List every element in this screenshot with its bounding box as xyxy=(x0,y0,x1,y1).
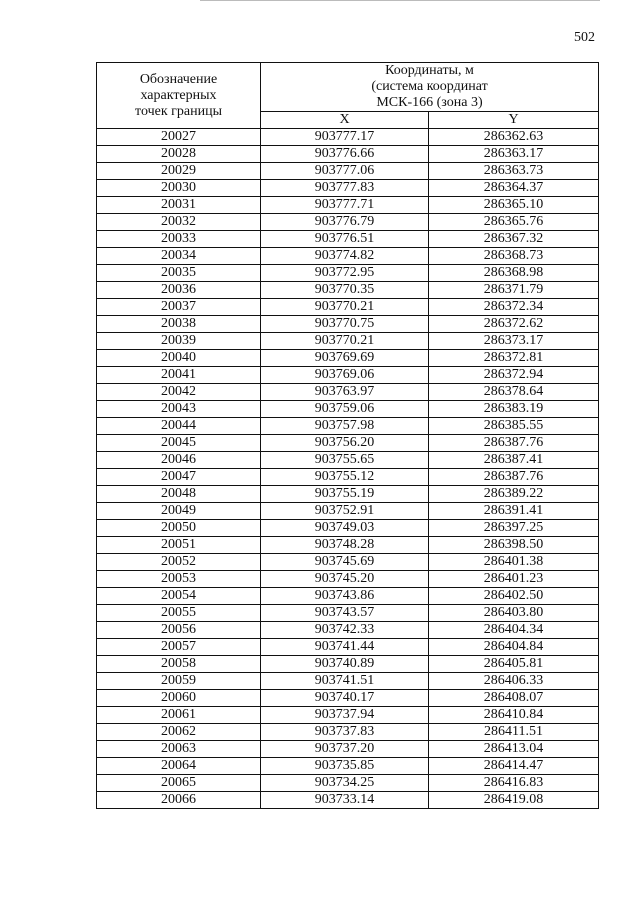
table-row xyxy=(97,146,599,163)
y-coordinate-cell: 286364.37 xyxy=(429,180,599,197)
point-id-cell: 20032 xyxy=(97,214,261,231)
point-id-cell: 20055 xyxy=(97,605,261,622)
point-id-cell: 20049 xyxy=(97,503,261,520)
x-coordinate-cell: 903777.06 xyxy=(261,163,429,180)
point-id-cell: 20050 xyxy=(97,520,261,537)
point-id-cell: 20037 xyxy=(97,299,261,316)
table-row xyxy=(97,231,599,248)
x-coordinate-cell: 903772.95 xyxy=(261,265,429,282)
point-id-cell: 20061 xyxy=(97,707,261,724)
table-row xyxy=(97,571,599,588)
y-coordinate-cell: 286371.79 xyxy=(429,282,599,299)
x-coordinate-cell: 903752.91 xyxy=(261,503,429,520)
point-id-cell: 20034 xyxy=(97,248,261,265)
x-coordinate-cell: 903777.83 xyxy=(261,180,429,197)
point-id-cell: 20066 xyxy=(97,792,261,809)
y-coordinate-cell: 286387.76 xyxy=(429,435,599,452)
table-row xyxy=(97,384,599,401)
table-row xyxy=(97,622,599,639)
table-row xyxy=(97,554,599,571)
y-coordinate-cell: 286387.41 xyxy=(429,452,599,469)
y-coordinate-cell: 286397.25 xyxy=(429,520,599,537)
y-coordinate-cell: 286372.81 xyxy=(429,350,599,367)
point-id-cell: 20045 xyxy=(97,435,261,452)
table-row xyxy=(97,401,599,418)
x-coordinate-cell: 903737.83 xyxy=(261,724,429,741)
x-coordinate-cell: 903759.06 xyxy=(261,401,429,418)
table-row xyxy=(97,452,599,469)
point-id-cell: 20039 xyxy=(97,333,261,350)
x-coordinate-cell: 903770.21 xyxy=(261,333,429,350)
y-coordinate-cell: 286372.94 xyxy=(429,367,599,384)
point-id-cell: 20046 xyxy=(97,452,261,469)
table-row xyxy=(97,163,599,180)
y-coordinate-cell: 286365.10 xyxy=(429,197,599,214)
point-id-cell: 20031 xyxy=(97,197,261,214)
point-id-cell: 20043 xyxy=(97,401,261,418)
x-coordinate-cell: 903770.21 xyxy=(261,299,429,316)
table-row xyxy=(97,469,599,486)
header-line: МСК-166 (зона 3) xyxy=(376,95,483,110)
x-coordinate-cell: 903756.20 xyxy=(261,435,429,452)
y-coordinate-cell: 286391.41 xyxy=(429,503,599,520)
y-coordinate-cell: 286365.76 xyxy=(429,214,599,231)
y-coordinate-cell: 286402.50 xyxy=(429,588,599,605)
point-id-cell: 20052 xyxy=(97,554,261,571)
x-coordinate-cell: 903741.44 xyxy=(261,639,429,656)
table-row xyxy=(97,486,599,503)
x-coordinate-cell: 903748.28 xyxy=(261,537,429,554)
table-row xyxy=(97,435,599,452)
table-row xyxy=(97,333,599,350)
coordinates-header xyxy=(261,63,599,112)
x-column-header: X xyxy=(261,112,429,129)
point-id-cell: 20038 xyxy=(97,316,261,333)
y-coordinate-cell: 286401.23 xyxy=(429,571,599,588)
point-id-cell: 20029 xyxy=(97,163,261,180)
y-column-header: Y xyxy=(429,112,599,129)
point-id-cell: 20035 xyxy=(97,265,261,282)
x-coordinate-cell: 903742.33 xyxy=(261,622,429,639)
header-line: (система координат xyxy=(371,79,488,94)
x-coordinate-cell: 903757.98 xyxy=(261,418,429,435)
point-id-cell: 20054 xyxy=(97,588,261,605)
point-id-cell: 20042 xyxy=(97,384,261,401)
point-id-cell: 20057 xyxy=(97,639,261,656)
table-row xyxy=(97,248,599,265)
point-id-cell: 20053 xyxy=(97,571,261,588)
table-row xyxy=(97,180,599,197)
point-id-cell: 20056 xyxy=(97,622,261,639)
x-coordinate-cell: 903745.20 xyxy=(261,571,429,588)
table-row xyxy=(97,605,599,622)
x-coordinate-cell: 903737.94 xyxy=(261,707,429,724)
table-row xyxy=(97,350,599,367)
point-id-cell: 20062 xyxy=(97,724,261,741)
y-coordinate-cell: 286411.51 xyxy=(429,724,599,741)
point-id-cell: 20041 xyxy=(97,367,261,384)
table-row xyxy=(97,299,599,316)
y-coordinate-cell: 286413.04 xyxy=(429,741,599,758)
point-id-cell: 20048 xyxy=(97,486,261,503)
x-coordinate-cell: 903763.97 xyxy=(261,384,429,401)
x-coordinate-cell: 903770.35 xyxy=(261,282,429,299)
x-coordinate-cell: 903776.51 xyxy=(261,231,429,248)
point-id-cell: 20064 xyxy=(97,758,261,775)
table-row xyxy=(97,639,599,656)
x-coordinate-cell: 903743.57 xyxy=(261,605,429,622)
point-id-cell: 20065 xyxy=(97,775,261,792)
table-row xyxy=(97,520,599,537)
x-coordinate-cell: 903755.12 xyxy=(261,469,429,486)
x-coordinate-cell: 903735.85 xyxy=(261,758,429,775)
header-line: Обозначение xyxy=(139,71,218,87)
y-coordinate-cell: 286367.32 xyxy=(429,231,599,248)
point-id-cell: 20030 xyxy=(97,180,261,197)
table-body xyxy=(97,129,599,809)
page-number: 502 xyxy=(574,30,595,45)
x-coordinate-cell: 903770.75 xyxy=(261,316,429,333)
point-id-cell: 20063 xyxy=(97,741,261,758)
point-id-cell: 20027 xyxy=(97,129,261,146)
y-coordinate-cell: 286416.83 xyxy=(429,775,599,792)
point-id-cell: 20040 xyxy=(97,350,261,367)
point-id-cell: 20036 xyxy=(97,282,261,299)
x-coordinate-cell: 903733.14 xyxy=(261,792,429,809)
y-coordinate-cell: 286368.98 xyxy=(429,265,599,282)
x-coordinate-cell: 903741.51 xyxy=(261,673,429,690)
x-coordinate-cell: 903777.17 xyxy=(261,129,429,146)
y-coordinate-cell: 286414.47 xyxy=(429,758,599,775)
x-coordinate-cell: 903774.82 xyxy=(261,248,429,265)
y-coordinate-cell: 286387.76 xyxy=(429,469,599,486)
x-coordinate-cell: 903743.86 xyxy=(261,588,429,605)
x-coordinate-cell: 903749.03 xyxy=(261,520,429,537)
table-row xyxy=(97,265,599,282)
x-coordinate-cell: 903734.25 xyxy=(261,775,429,792)
table-row xyxy=(97,503,599,520)
table-row xyxy=(97,418,599,435)
y-coordinate-cell: 286385.55 xyxy=(429,418,599,435)
y-coordinate-cell: 286362.63 xyxy=(429,129,599,146)
table-row xyxy=(97,537,599,554)
table-row xyxy=(97,690,599,707)
x-coordinate-cell: 903745.69 xyxy=(261,554,429,571)
y-coordinate-cell: 286372.34 xyxy=(429,299,599,316)
x-coordinate-cell: 903740.17 xyxy=(261,690,429,707)
y-coordinate-cell: 286368.73 xyxy=(429,248,599,265)
table-row xyxy=(97,129,599,146)
header-line: Координаты, м xyxy=(385,63,474,78)
y-coordinate-cell: 286372.62 xyxy=(429,316,599,333)
table-row xyxy=(97,707,599,724)
x-coordinate-cell: 903776.79 xyxy=(261,214,429,231)
scan-top-rule xyxy=(200,0,600,1)
y-coordinate-cell: 286401.38 xyxy=(429,554,599,571)
table-row xyxy=(97,741,599,758)
y-coordinate-cell: 286363.73 xyxy=(429,163,599,180)
table-row xyxy=(97,282,599,299)
point-id-cell: 20060 xyxy=(97,690,261,707)
header-line: характерных xyxy=(140,87,217,103)
point-id-cell: 20033 xyxy=(97,231,261,248)
table-row xyxy=(97,588,599,605)
point-id-cell: 20059 xyxy=(97,673,261,690)
y-coordinate-cell: 286383.19 xyxy=(429,401,599,418)
table-row xyxy=(97,673,599,690)
x-coordinate-cell: 903737.20 xyxy=(261,741,429,758)
table-row xyxy=(97,792,599,809)
y-coordinate-cell: 286410.84 xyxy=(429,707,599,724)
x-coordinate-cell: 903777.71 xyxy=(261,197,429,214)
table-header xyxy=(97,63,599,129)
x-coordinate-cell: 903740.89 xyxy=(261,656,429,673)
table-row xyxy=(97,656,599,673)
y-coordinate-cell: 286389.22 xyxy=(429,486,599,503)
y-coordinate-cell: 286403.80 xyxy=(429,605,599,622)
point-id-cell: 20047 xyxy=(97,469,261,486)
table-row xyxy=(97,316,599,333)
point-designation-header xyxy=(97,63,261,129)
table-row xyxy=(97,758,599,775)
table-row xyxy=(97,775,599,792)
x-coordinate-cell: 903755.65 xyxy=(261,452,429,469)
header-line: точек границы xyxy=(135,103,222,119)
point-id-cell: 20028 xyxy=(97,146,261,163)
coordinates-table xyxy=(96,62,599,809)
x-coordinate-cell: 903755.19 xyxy=(261,486,429,503)
y-coordinate-cell: 286378.64 xyxy=(429,384,599,401)
point-id-cell: 20051 xyxy=(97,537,261,554)
y-coordinate-cell: 286405.81 xyxy=(429,656,599,673)
point-id-cell: 20044 xyxy=(97,418,261,435)
table-row xyxy=(97,214,599,231)
y-coordinate-cell: 286404.34 xyxy=(429,622,599,639)
y-coordinate-cell: 286408.07 xyxy=(429,690,599,707)
table-row xyxy=(97,724,599,741)
y-coordinate-cell: 286398.50 xyxy=(429,537,599,554)
y-coordinate-cell: 286406.33 xyxy=(429,673,599,690)
table-row xyxy=(97,197,599,214)
y-coordinate-cell: 286363.17 xyxy=(429,146,599,163)
x-coordinate-cell: 903776.66 xyxy=(261,146,429,163)
y-coordinate-cell: 286373.17 xyxy=(429,333,599,350)
x-coordinate-cell: 903769.69 xyxy=(261,350,429,367)
table-row xyxy=(97,367,599,384)
y-coordinate-cell: 286404.84 xyxy=(429,639,599,656)
y-coordinate-cell: 286419.08 xyxy=(429,792,599,809)
x-coordinate-cell: 903769.06 xyxy=(261,367,429,384)
point-id-cell: 20058 xyxy=(97,656,261,673)
